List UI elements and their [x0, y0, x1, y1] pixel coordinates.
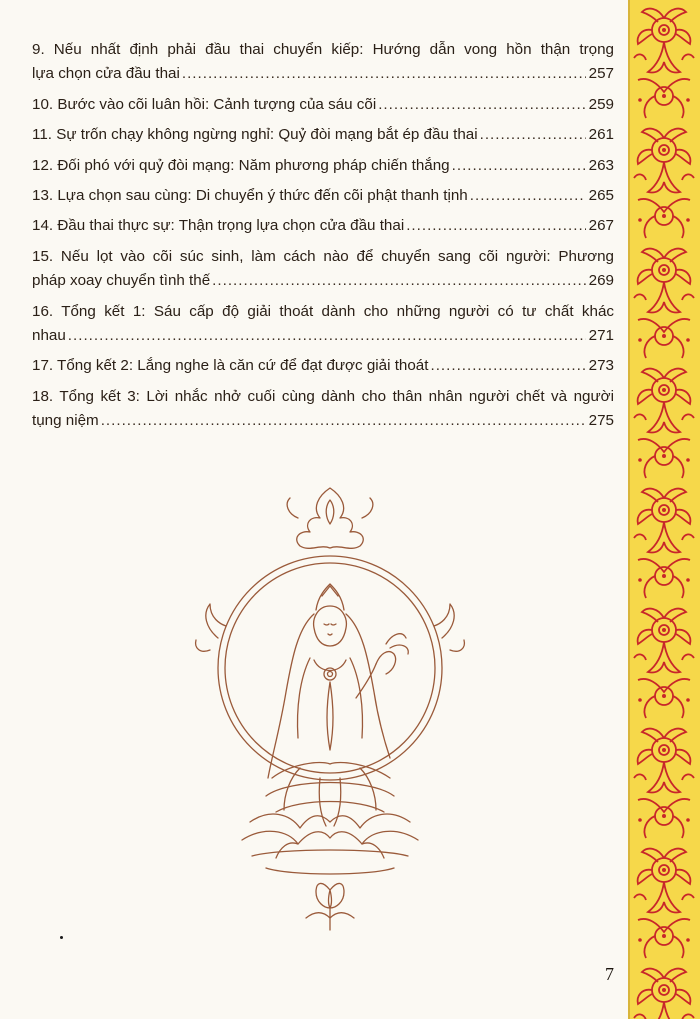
toc-entry-16[interactable] [32, 300, 614, 349]
toc-entry-title: 10. Bước vào cõi luân hồi: Cảnh tượng của sáu cõi [32, 95, 377, 113]
dot-leader [212, 269, 585, 293]
toc-entry-title: 17. Tổng kết 2: Lắng nghe là căn cứ để đạt được giải thoát [32, 357, 429, 375]
toc-page-number: 261 [588, 126, 614, 144]
toc-entry-title-cont: tụng niệm [32, 412, 99, 430]
dot-leader [406, 214, 585, 238]
dot-leader [452, 154, 586, 178]
toc-entry-title-cont: nhau [32, 327, 66, 345]
toc-entry-title: 12. Đối phó với quỷ đòi mạng: Năm phương pháp chiến thắng [32, 156, 450, 174]
toc-page-number: 275 [588, 412, 614, 430]
dot-leader [480, 123, 586, 147]
toc-page-number: 263 [588, 156, 614, 174]
table-of-contents [32, 38, 614, 440]
toc-page-number: 257 [588, 65, 614, 83]
toc-entry-title-cont: pháp xoay chuyển tình thế [32, 272, 211, 290]
print-speck [60, 936, 63, 939]
decorative-border [628, 0, 700, 1019]
toc-page-number: 259 [588, 95, 614, 113]
dot-leader [470, 184, 586, 208]
toc-page-number: 271 [588, 327, 614, 345]
dot-leader [68, 324, 586, 348]
toc-entry-title: 13. Lựa chọn sau cùng: Di chuyển ý thức đến cõi phật thanh tịnh [32, 187, 468, 205]
toc-entry-title: 14. Đầu thai thực sự: Thận trọng lựa chọn cửa đầu thai [32, 217, 405, 235]
toc-page-number: 273 [588, 357, 614, 375]
page-number: 7 [605, 964, 614, 984]
toc-entry-17[interactable] [32, 354, 614, 378]
toc-entry-title: 15. Nếu lọt vào cõi súc sinh, làm cách nào để chuyển sang cõi người: Phương [32, 247, 614, 265]
guanyin-line-drawing-icon [180, 478, 480, 948]
toc-entry-11[interactable] [32, 123, 614, 147]
toc-entry-13[interactable] [32, 184, 614, 208]
toc-page-number: 267 [588, 217, 614, 235]
toc-entry-title: 18. Tổng kết 3: Lời nhắc nhở cuối cùng dành cho thân nhân người chết và người [32, 387, 614, 405]
toc-entry-10[interactable] [32, 93, 614, 117]
toc-entry-12[interactable] [32, 154, 614, 178]
toc-page-number: 265 [588, 187, 614, 205]
toc-entry-title: 11. Sự trốn chạy không ngừng nghỉ: Quỷ đòi mạng bắt ép đầu thai [32, 126, 478, 144]
toc-entry-title: 16. Tổng kết 1: Sáu cấp độ giải thoát dành cho những người có tư chất khác [32, 302, 614, 320]
dot-leader [430, 354, 585, 378]
toc-entry-18[interactable] [32, 385, 614, 434]
toc-entry-15[interactable] [32, 245, 614, 294]
dot-leader [182, 62, 586, 86]
toc-page-number: 269 [588, 272, 614, 290]
dot-leader [101, 409, 586, 433]
toc-entry-14[interactable] [32, 214, 614, 238]
toc-entry-title: 9. Nếu nhất định phải đầu thai chuyển kiếp: Hướng dẫn vong hồn thận trọng [32, 41, 614, 58]
toc-entry-title-cont: lựa chọn cửa đầu thai [32, 65, 180, 83]
toc-entry-9[interactable] [32, 38, 614, 87]
dot-leader [378, 93, 585, 117]
floral-pattern-icon [628, 0, 700, 1019]
